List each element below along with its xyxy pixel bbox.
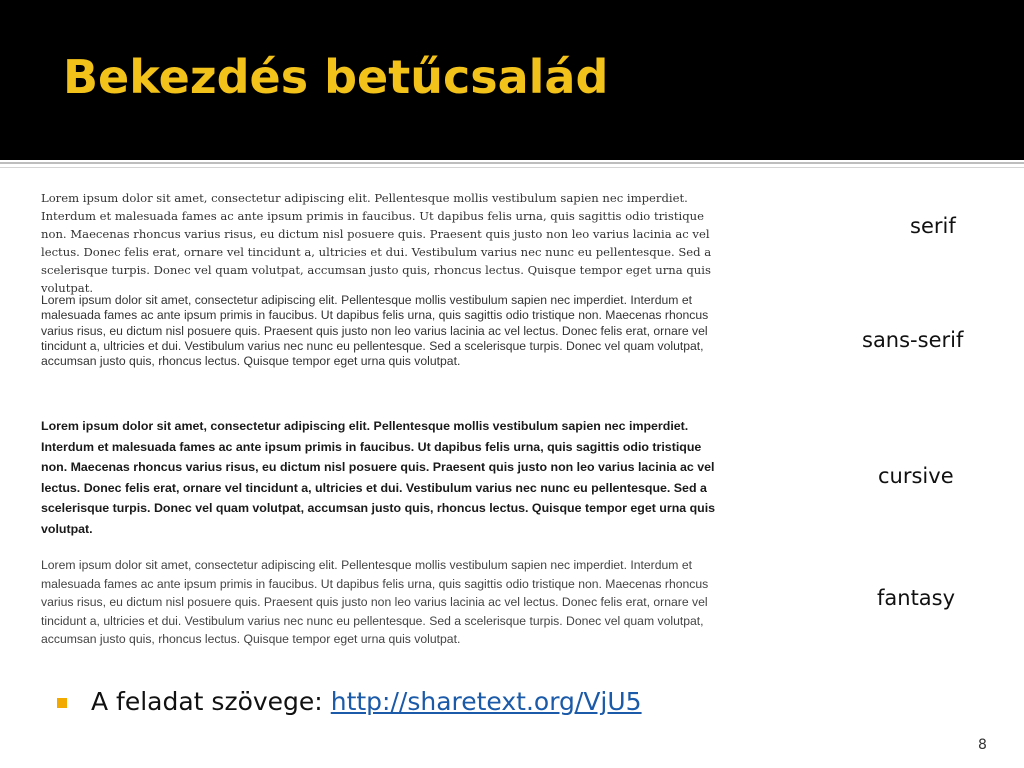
title-divider-thin [0,167,1024,168]
task-link[interactable]: http://sharetext.org/VjU5 [330,687,642,716]
title-band [0,0,1024,160]
cursive-label: cursive [878,464,954,488]
page-number: 8 [978,737,987,753]
serif-label: serif [910,214,956,238]
title-divider [0,162,1024,164]
fantasy-sample-paragraph: Lorem ipsum dolor sit amet, consectetur adipiscing elit. Pellentesque mollis vestibulum sapien nec imperdiet. Interdum et malesuada fames ac ante ipsum primis in faucibus. Ut dapibus felis urna, quis sagittis odio tristique non. Maecenas rhoncus varius risus, eu dictum nisl posuere quis. Praesent quis justo non leo varius lacinia ac vel lectus. Donec felis erat, ornare vel tincidunt a, ultricies et dui. Vestibulum varius nec nunc eu pellentesque. Sed a scelerisque turpis. Donec vel quam volutpat, accumsan justo quis, rhoncus lectus. Quisque tempor eget urna quis volutpat. [41,558,709,646]
fantasy-label: fantasy [877,586,956,610]
task-bullet [57,687,642,716]
sans-serif-label: sans-serif [862,328,964,352]
sans-serif-sample-paragraph: Lorem ipsum dolor sit amet, consectetur adipiscing elit. Pellentesque mollis vestibulum sapien nec imperdiet. Interdum et malesuada fames ac ante ipsum primis in faucibus. Ut dapibus felis urna, quis sagittis odio tristique non. Maecenas rhoncus varius risus, eu dictum nisl posuere quis. Praesent quis justo non leo varius lacinia ac vel lectus. Donec felis erat, ornare vel tincidunt a, ultricies et dui. Vestibulum varius nec nunc eu pellentesque. Sed a scelerisque turpis. Donec vel quam volutpat, accumsan justo quis, rhoncus lectus. Quisque tempor eget urna quis volutpat. [41,293,709,369]
cursive-sample-paragraph: Lorem ipsum dolor sit amet, consectetur adipiscing elit. Pellentesque mollis vestibulum sapien nec imperdiet. Interdum et malesuada fames ac ante ipsum primis in faucibus. Ut dapibus felis urna, quis sagittis odio tristique non. Maecenas rhoncus varius risus, eu dictum nisl posuere quis. Praesent quis justo non leo varius lacinia ac vel lectus. Donec felis erat, ornare vel tincidunt a, ultricies et dui. Vestibulum varius nec nunc eu pellentesque. Sed a scelerisque turpis. Donec vel quam volutpat, accumsan justo quis, rhoncus lectus. Quisque tempor eget urna quis volutpat. [41,419,716,536]
bullet-square-icon [57,698,67,708]
task-text: A feladat szövege: [91,687,323,716]
serif-sample-paragraph: Lorem ipsum dolor sit amet, consectetur adipiscing elit. Pellentesque mollis vestibulum sapien nec imperdiet. Interdum et malesuada fames ac ante ipsum primis in faucibus. Ut dapibus felis urna, quis sagittis odio tristique non. Maecenas rhoncus varius risus, eu dictum nisl posuere quis. Praesent quis justo non leo varius lacinia ac vel lectus. Donec felis erat, ornare vel tincidunt a, ultricies et dui. Vestibulum varius nec nunc eu pellentesque. Sed a scelerisque turpis. Donec vel quam volutpat, accumsan justo quis, rhoncus lectus. Quisque tempor eget urna quis volutpat. [41,191,712,295]
slide-title: Bekezdés betűcsalád [63,50,609,104]
